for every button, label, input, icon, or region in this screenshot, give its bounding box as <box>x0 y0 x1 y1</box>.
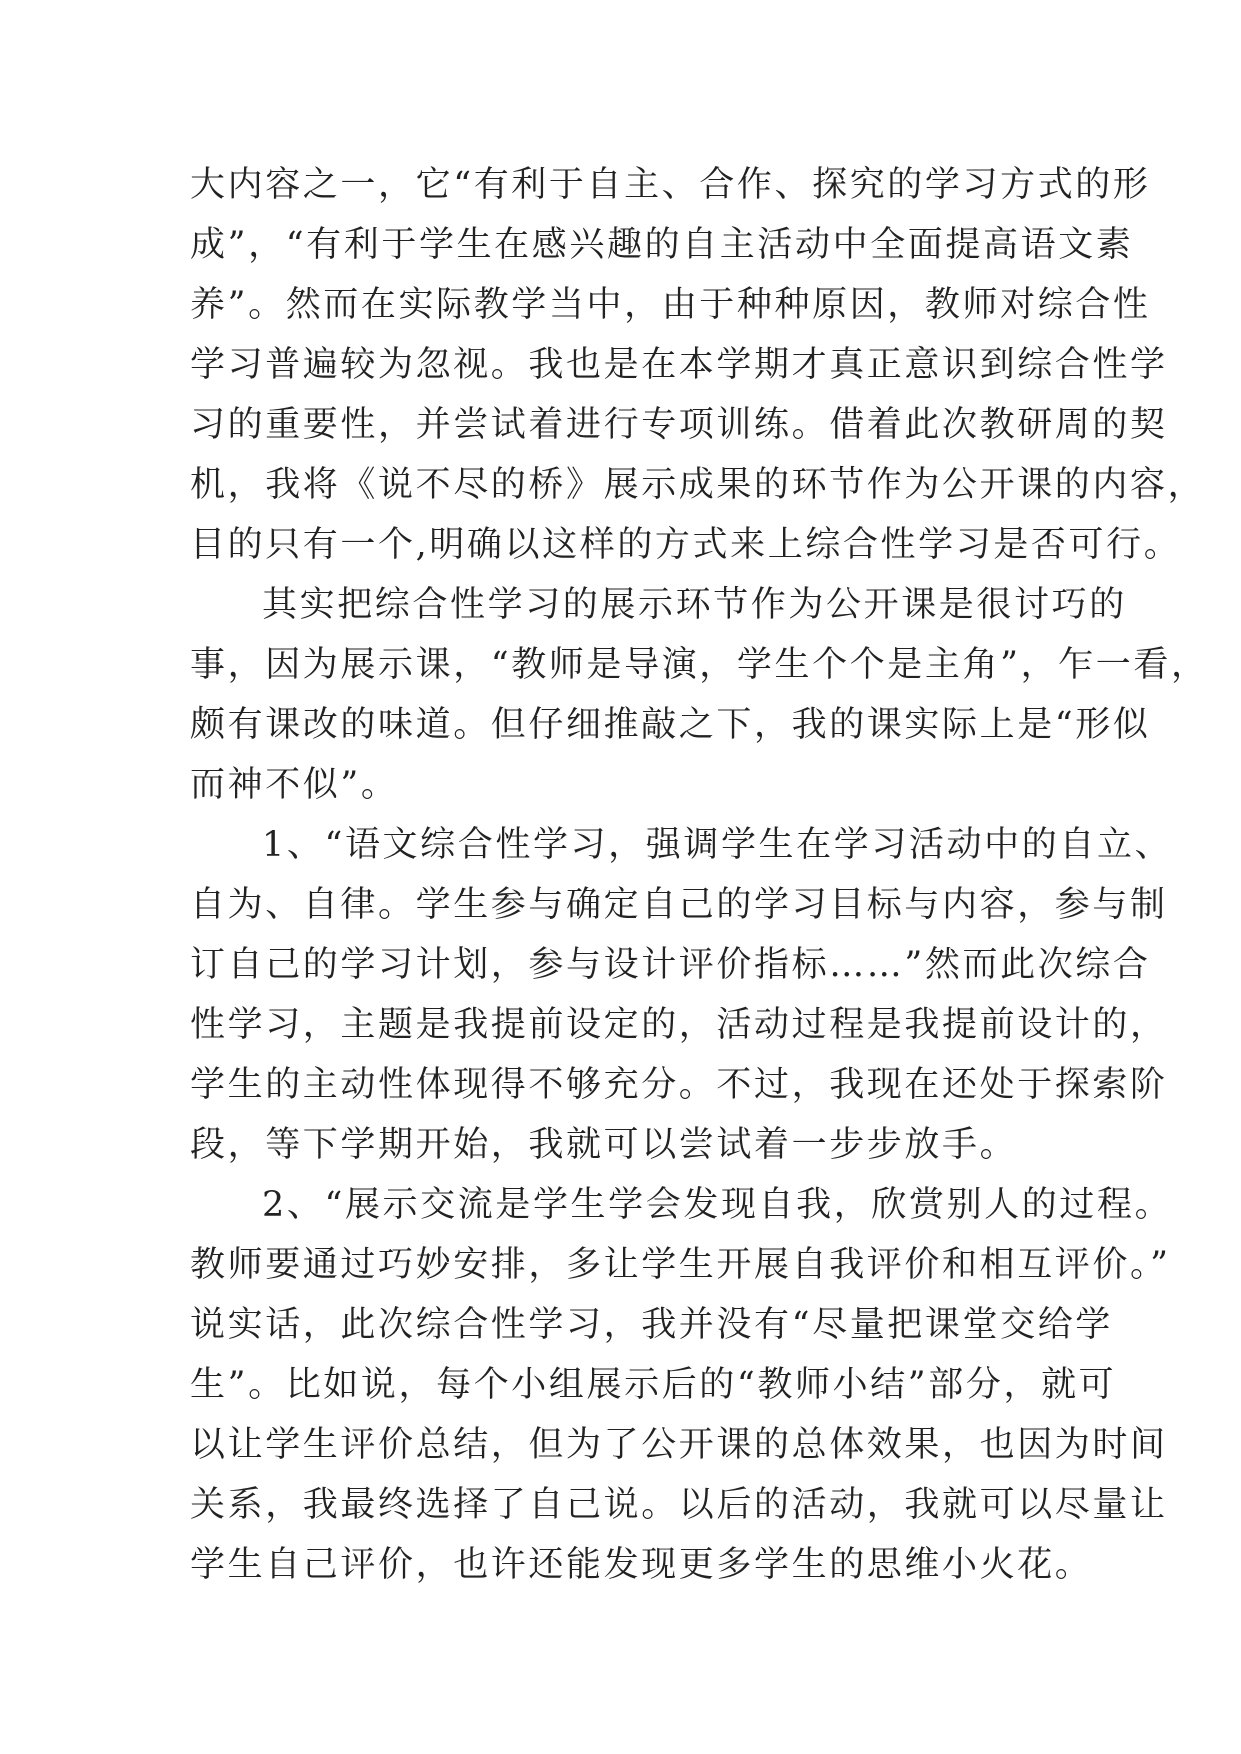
text-line: 其实把综合性学习的展示环节作为公开课是很讨巧的 <box>262 585 1127 625</box>
text-line: 性学习，主题是我提前设定的，活动过程是我提前设计的， <box>190 1005 1168 1045</box>
text-line: 成”，“有利于学生在感兴趣的自主活动中全面提高语文素 <box>190 225 1134 265</box>
text-line: 关系，我最终选择了自己说。以后的活动，我就可以尽量让 <box>190 1485 1168 1525</box>
paragraph <box>190 155 1206 575</box>
text-line: 说实话，此次综合性学习，我并没有“尽量把课堂交给学 <box>190 1305 1113 1345</box>
paragraph <box>190 1175 1173 1595</box>
text-line: 以让学生评价总结，但为了公开课的总体效果，也因为时间 <box>190 1425 1168 1465</box>
document-body <box>190 155 1209 1595</box>
text-line: 养”。然而在实际教学当中，由于种种原因，教师对综合性 <box>190 285 1151 325</box>
text-line: 生”。比如说，每个小组展示后的“教师小结”部分，就可 <box>190 1365 1117 1405</box>
text-line: 而神不似”。 <box>190 765 399 805</box>
text-line: 订自己的学习计划，参与设计评价指标……”然而此次综合 <box>190 945 1151 985</box>
text-line: 2、“展示交流是学生学会发现自我，欣赏别人的过程。 <box>262 1185 1173 1225</box>
paragraph <box>190 815 1173 1175</box>
text-line: 事，因为展示课，“教师是导演，学生个个是主角”，乍一看， <box>190 645 1209 685</box>
text-line: 段，等下学期开始，我就可以尝试着一步步放手。 <box>190 1125 1018 1165</box>
text-line: 大内容之一，它“有利于自主、合作、探究的学习方式的形 <box>190 165 1151 205</box>
text-line: 颇有课改的味道。但仔细推敲之下，我的课实际上是“形似 <box>190 705 1151 745</box>
text-line: 机，我将《说不尽的桥》展示成果的环节作为公开课的内容， <box>190 465 1206 505</box>
text-line: 学生自己评价，也许还能发现更多学生的思维小火花。 <box>190 1545 1093 1585</box>
text-line: 学习普遍较为忽视。我也是在本学期才真正意识到综合性学 <box>190 345 1168 385</box>
text-line: 1、“语文综合性学习，强调学生在学习活动中的自立、 <box>262 825 1173 865</box>
text-line: 习的重要性，并尝试着进行专项训练。借着此次教研周的契 <box>190 405 1168 445</box>
text-line: 学生的主动性体现得不够充分。不过，我现在还处于探索阶 <box>190 1065 1168 1105</box>
text-line: 自为、自律。学生参与确定自己的学习目标与内容，参与制 <box>190 885 1168 925</box>
text-line: 教师要通过巧妙安排，多让学生开展自我评价和相互评价。” <box>190 1245 1171 1285</box>
paragraph <box>190 575 1209 815</box>
text-line: 目的只有一个,明确以这样的方式来上综合性学习是否可行。 <box>190 525 1182 565</box>
